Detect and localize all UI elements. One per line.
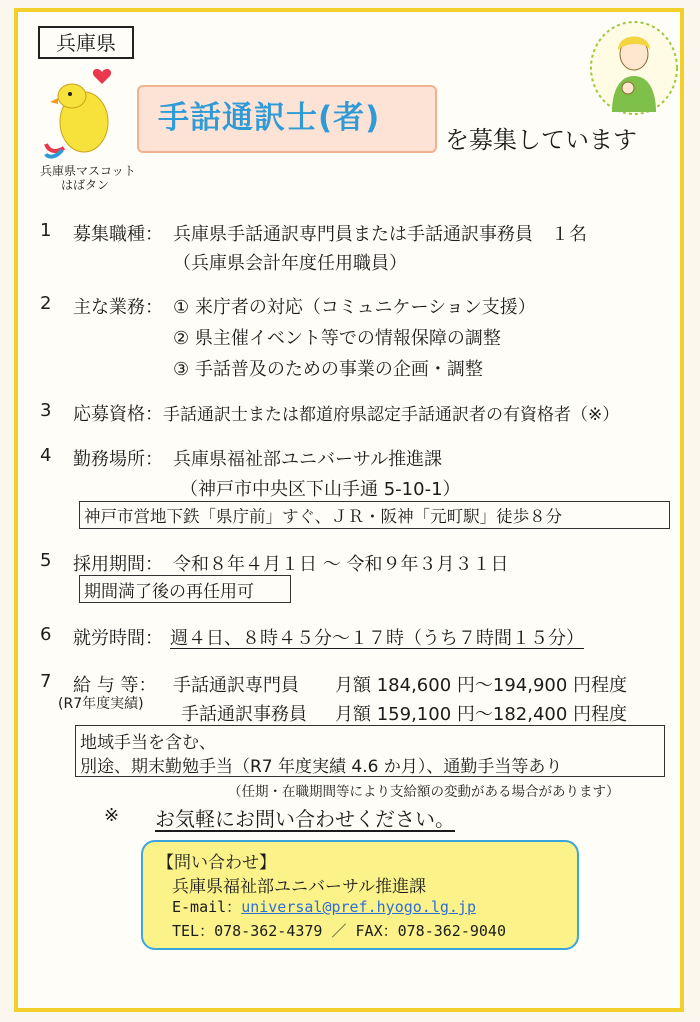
section-5-number: 5 [40, 550, 52, 571]
section-4-line1: 兵庫県福祉部ユニバーサル推進課 [173, 449, 443, 470]
allowance-line1: 地域手当を含む、 [80, 733, 216, 753]
section-5-label: 採用期間： [73, 554, 163, 575]
footer-note-text: お気軽にお問い合わせください。 [155, 807, 455, 831]
page-subtitle: を募集しています [445, 126, 637, 154]
section-2-item: ③ 手話普及のための事業の企画・調整 [173, 359, 483, 380]
section-6-text: 週４日、８時４５分～１７時（うち７時間１５分） [170, 628, 584, 649]
section-7-sub-label: (R7年度実績) [58, 696, 144, 712]
contact-phone: TEL：078-362-4379 ／ FAX：078-362-9040 [172, 922, 506, 940]
prefecture-label: 兵庫県 [38, 26, 134, 59]
section-1-line1: 兵庫県手話通訳専門員または手話通訳事務員 １名 [173, 224, 587, 245]
mascot-habatan-icon [44, 60, 134, 162]
salary-row2-title: 手話通訳事務員 [181, 704, 307, 725]
allowance-line2: 別途、期末勤勉手当（R7 年度実績 4.6 か月）、通勤手当等あり [80, 757, 563, 777]
mascot-label [40, 164, 136, 192]
signer-illustration-icon [588, 16, 680, 116]
mascot-label-line1: 兵庫県マスコット [40, 164, 136, 178]
section-7-number: 7 [40, 671, 52, 692]
section-6-label: 就労時間： [73, 628, 163, 649]
salary-row1-amount: 月額 184,600 円～194,900 円程度 [335, 675, 628, 696]
salary-row2-amount: 月額 159,100 円～182,400 円程度 [335, 704, 628, 725]
contact-department: 兵庫県福祉部ユニバーサル推進課 [172, 877, 427, 897]
contact-heading: 【問い合わせ】 [157, 853, 276, 873]
footer-mark: ※ [104, 805, 120, 826]
section-1-number: 1 [40, 220, 52, 241]
section-4-line2: （神戸市中央区下山手通 5-10-1） [180, 479, 461, 500]
section-1-line2: （兵庫県会計年度任用職員） [173, 253, 407, 274]
section-3-label: 応募資格： [73, 404, 163, 425]
section-5-text: 令和８年４月１日 ～ 令和９年３月３１日 [173, 554, 509, 575]
access-text: 神戸市営地下鉄「県庁前」すぐ、ＪＲ・阪神「元町駅」徒歩８分 [84, 507, 563, 526]
section-7-label: 給 与 等： [73, 675, 157, 696]
mascot-label-line2: はばタン [60, 178, 109, 192]
section-2-item: ② 県主催イベント等での情報保障の調整 [173, 328, 501, 349]
contact-email-row [172, 896, 476, 917]
salary-row1-title: 手話通訳専門員 [173, 675, 299, 696]
section-3-number: 3 [40, 400, 52, 421]
email-link[interactable]: universal@pref.hyogo.lg.jp [241, 898, 476, 916]
page-title: 手話通訳士(者) [158, 100, 381, 136]
section-4-number: 4 [40, 445, 52, 466]
section-3-text: 手話通訳士または都道府県認定手話通訳者の有資格者（※） [163, 405, 620, 425]
section-2-item: ① 来庁者の対応（コミュニケーション支援） [173, 297, 536, 318]
reappointment-note: 期間満了後の再任用可 [84, 582, 254, 602]
section-2-label: 主な業務： [73, 297, 163, 318]
section-4-label: 勤務場所： [73, 449, 163, 470]
section-1-label: 募集職種： [73, 224, 163, 245]
salary-note: （任期・在職期間等により支給額の変動がある場合があります） [228, 784, 620, 800]
section-2-number: 2 [40, 293, 52, 314]
email-label: E-mail： [172, 898, 242, 916]
section-6-number: 6 [40, 624, 52, 645]
